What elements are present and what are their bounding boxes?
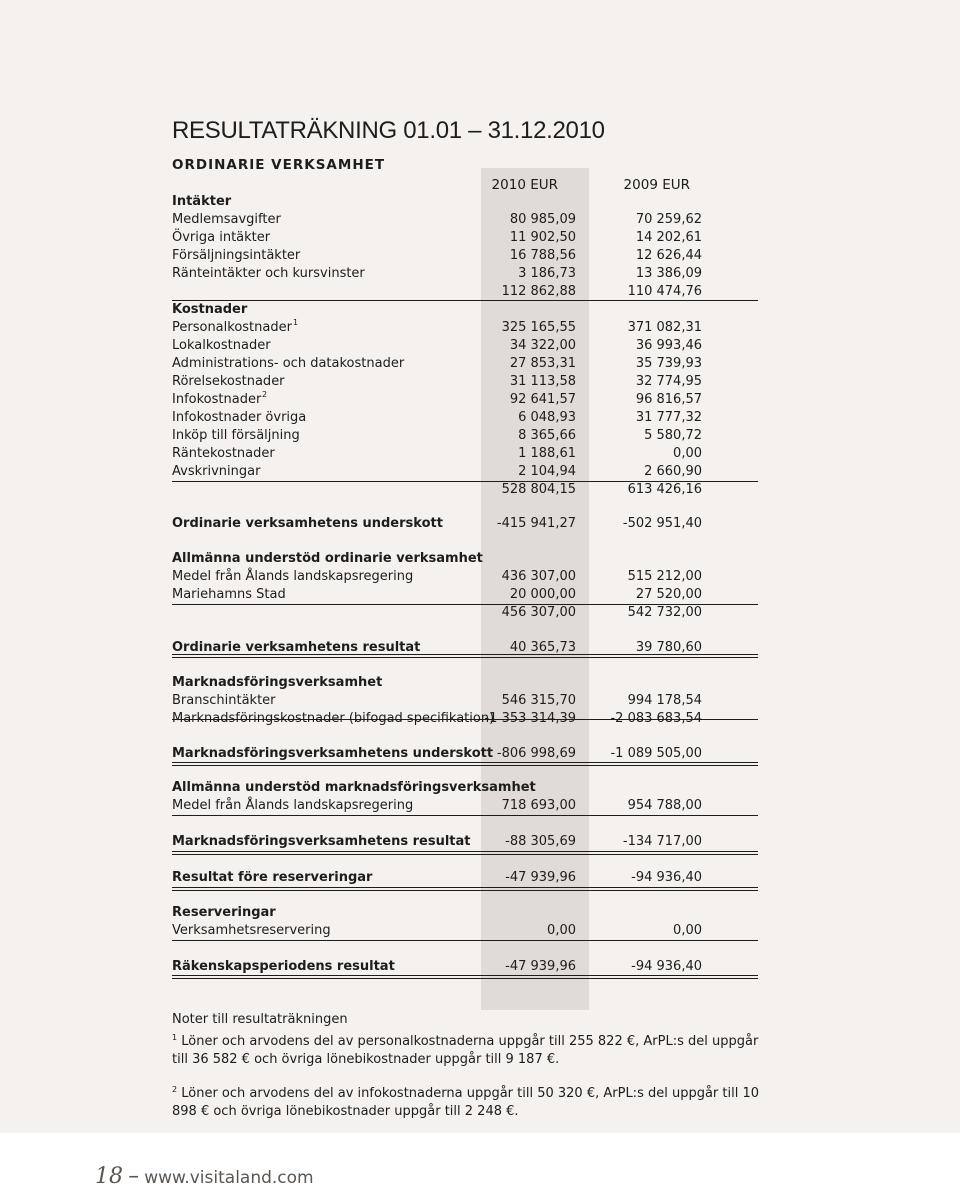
rule <box>172 815 758 816</box>
value-2009: 994 178,54 <box>627 693 702 708</box>
value-2009: -502 951,40 <box>622 516 702 531</box>
table-row <box>172 230 762 248</box>
row-label: Övriga intäkter <box>172 230 271 245</box>
value-2010: 3 186,73 <box>518 266 576 281</box>
table-row <box>172 551 762 569</box>
value-2009: 14 202,61 <box>635 230 702 245</box>
note-2 <box>172 1081 772 1121</box>
value-2009: 13 386,09 <box>635 266 702 281</box>
row-label: Räkenskapsperiodens resultat <box>172 959 395 974</box>
rule <box>172 719 758 720</box>
value-2009: 515 212,00 <box>627 569 702 584</box>
footnote-mark: 2 <box>262 390 268 399</box>
value-2010: 456 307,00 <box>501 605 576 620</box>
double-rule <box>172 762 758 766</box>
notes-heading: Noter till resultaträkningen <box>172 1012 348 1027</box>
value-2009: 954 788,00 <box>627 798 702 813</box>
value-2009: 613 426,16 <box>627 482 702 497</box>
double-rule <box>172 654 758 658</box>
row-label: Marknadsföringskostnader (bifogad specifikation) <box>172 711 495 726</box>
value-2009: 35 739,93 <box>635 356 702 371</box>
value-2009: 12 626,44 <box>635 248 702 263</box>
table-row <box>172 834 762 852</box>
row-label: Försäljningsintäkter <box>172 248 301 263</box>
page-number: 18 <box>95 1164 123 1189</box>
table-row <box>172 410 762 428</box>
value-2010: -47 939,96 <box>505 870 576 885</box>
table-row <box>172 905 762 923</box>
notes-section <box>172 1011 772 1121</box>
value-2010: -806 998,69 <box>496 746 576 761</box>
row-label: Marknadsföringsverksamhetens resultat <box>172 834 471 849</box>
table-row <box>172 356 762 374</box>
footer-url[interactable]: www.visitaland.com <box>144 1168 314 1188</box>
table-row <box>172 711 762 729</box>
value-2010: 6 048,93 <box>518 410 576 425</box>
row-label: Marknadsföringsverksamhet <box>172 675 383 690</box>
row-label: Mariehamns Stad <box>172 587 286 602</box>
row-label: Ränteintäkter och kursvinster <box>172 266 365 281</box>
value-2010: 528 804,15 <box>501 482 576 497</box>
value-2010: 112 862,88 <box>501 284 576 299</box>
double-rule <box>172 851 758 855</box>
row-label: Allmänna understöd marknadsföringsverksamhet <box>172 780 536 795</box>
rule <box>172 604 758 605</box>
value-2010: 436 307,00 <box>501 569 576 584</box>
row-label: Infokostnader övriga <box>172 410 307 425</box>
value-2010: 11 902,50 <box>509 230 576 245</box>
table-row <box>172 605 762 623</box>
note-2-mark: 2 <box>172 1085 178 1094</box>
value-2009: 70 259,62 <box>635 212 702 227</box>
value-2010: 31 113,58 <box>509 374 576 389</box>
page-footer <box>95 1164 314 1189</box>
row-label: Branschintäkter <box>172 693 276 708</box>
table-row <box>172 798 762 816</box>
row-label: Räntekostnader <box>172 446 275 461</box>
value-2009: 5 580,72 <box>644 428 702 443</box>
value-2009: 39 780,60 <box>635 640 702 655</box>
table-row <box>172 587 762 605</box>
footnote-mark: 1 <box>293 318 299 327</box>
value-2010: -1 353 314,39 <box>484 711 576 726</box>
table-row <box>172 338 762 356</box>
row-label: Verksamhetsreservering <box>172 923 331 938</box>
value-2010: 16 788,56 <box>509 248 576 263</box>
row-label: Reserveringar <box>172 905 276 920</box>
value-2009: 0,00 <box>673 446 702 461</box>
table-row <box>172 675 762 693</box>
row-label: Personalkostnader <box>172 320 292 335</box>
table-row <box>172 392 762 410</box>
table-row <box>172 870 762 888</box>
value-2009: 2 660,90 <box>644 464 702 479</box>
row-label: Medlemsavgifter <box>172 212 281 227</box>
column-header-2009: 2009 EUR <box>623 177 690 193</box>
row-label: Inköp till försäljning <box>172 428 300 443</box>
value-2009: 110 474,76 <box>627 284 702 299</box>
value-2010: 92 641,57 <box>509 392 576 407</box>
table-row <box>172 693 762 711</box>
table-row <box>172 374 762 392</box>
row-label: Avskrivningar <box>172 464 261 479</box>
row-label: Lokalkostnader <box>172 338 271 353</box>
table-row <box>172 482 762 500</box>
row-label: Medel från Ålands landskapsregering <box>172 798 414 813</box>
table-row <box>172 516 762 534</box>
table-row <box>172 320 762 338</box>
note-1-mark: 1 <box>172 1033 178 1042</box>
value-2009: 27 520,00 <box>635 587 702 602</box>
row-label: Marknadsföringsverksamhetens underskott <box>172 746 494 761</box>
value-2009: -94 936,40 <box>631 870 702 885</box>
table-row <box>172 569 762 587</box>
value-2010: -47 939,96 <box>505 959 576 974</box>
value-2010: 1 188,61 <box>518 446 576 461</box>
row-label: Ordinarie verksamhetens resultat <box>172 640 421 655</box>
value-2010: 34 322,00 <box>509 338 576 353</box>
value-2009: 32 774,95 <box>635 374 702 389</box>
row-label: Intäkter <box>172 194 232 209</box>
note-1 <box>172 1029 772 1069</box>
value-2009: -2 083 683,54 <box>610 711 702 726</box>
value-2009: 371 082,31 <box>627 320 702 335</box>
table-row <box>172 302 762 320</box>
row-label: Administrations- och datakostnader <box>172 356 405 371</box>
rule <box>172 481 758 482</box>
value-2009: 0,00 <box>673 923 702 938</box>
value-2010: 546 315,70 <box>501 693 576 708</box>
row-label: Rörelsekostnader <box>172 374 285 389</box>
footer-dash: – <box>128 1164 140 1189</box>
row-label: Medel från Ålands landskapsregering <box>172 569 414 584</box>
table-row <box>172 446 762 464</box>
double-rule <box>172 887 758 891</box>
value-2009: -134 717,00 <box>622 834 702 849</box>
value-2009: 31 777,32 <box>635 410 702 425</box>
value-2009: 36 993,46 <box>635 338 702 353</box>
table-row <box>172 923 762 941</box>
value-2010: -88 305,69 <box>505 834 576 849</box>
table-row <box>172 194 762 212</box>
value-2010: 0,00 <box>547 923 576 938</box>
value-2010: 2 104,94 <box>518 464 576 479</box>
double-rule <box>172 975 758 979</box>
row-label: Allmänna understöd ordinarie verksamhet <box>172 551 483 566</box>
row-label: Resultat före reserveringar <box>172 870 373 885</box>
value-2010: 27 853,31 <box>509 356 576 371</box>
note-1-text: Löner och arvodens del av personalkostnaderna uppgår till 255 822 €, ArPL:s del uppgår till 36 582 € och övriga lönebikostnader uppgår till 9 187 €. <box>172 1034 759 1067</box>
value-2010: 20 000,00 <box>509 587 576 602</box>
value-2009: -94 936,40 <box>631 959 702 974</box>
row-label: Kostnader <box>172 302 248 317</box>
table-row <box>172 212 762 230</box>
table-row <box>172 428 762 446</box>
rule <box>172 300 758 301</box>
page-title: RESULTATRÄKNING 01.01 – 31.12.2010 <box>172 117 605 144</box>
value-2010: 325 165,55 <box>501 320 576 335</box>
row-label: Ordinarie verksamhetens underskott <box>172 516 443 531</box>
value-2009: 542 732,00 <box>627 605 702 620</box>
column-header-2010: 2010 EUR <box>491 177 558 193</box>
value-2009: -1 089 505,00 <box>610 746 702 761</box>
section-heading: ORDINARIE VERKSAMHET <box>172 157 386 173</box>
table-row <box>172 464 762 482</box>
note-2-text: Löner och arvodens del av infokostnaderna uppgår till 50 320 €, ArPL:s del uppgår till 10 898 € och övriga lönebikostnader uppgår till 2 248 €. <box>172 1086 760 1119</box>
table-row <box>172 266 762 284</box>
value-2010: 718 693,00 <box>501 798 576 813</box>
value-2009: 96 816,57 <box>635 392 702 407</box>
value-2010: 40 365,73 <box>509 640 576 655</box>
value-2010: -415 941,27 <box>496 516 576 531</box>
table-row <box>172 248 762 266</box>
value-2010: 80 985,09 <box>509 212 576 227</box>
value-2010: 8 365,66 <box>518 428 576 443</box>
row-label: Infokostnader <box>172 392 262 407</box>
table-row <box>172 780 762 798</box>
rule <box>172 940 758 941</box>
